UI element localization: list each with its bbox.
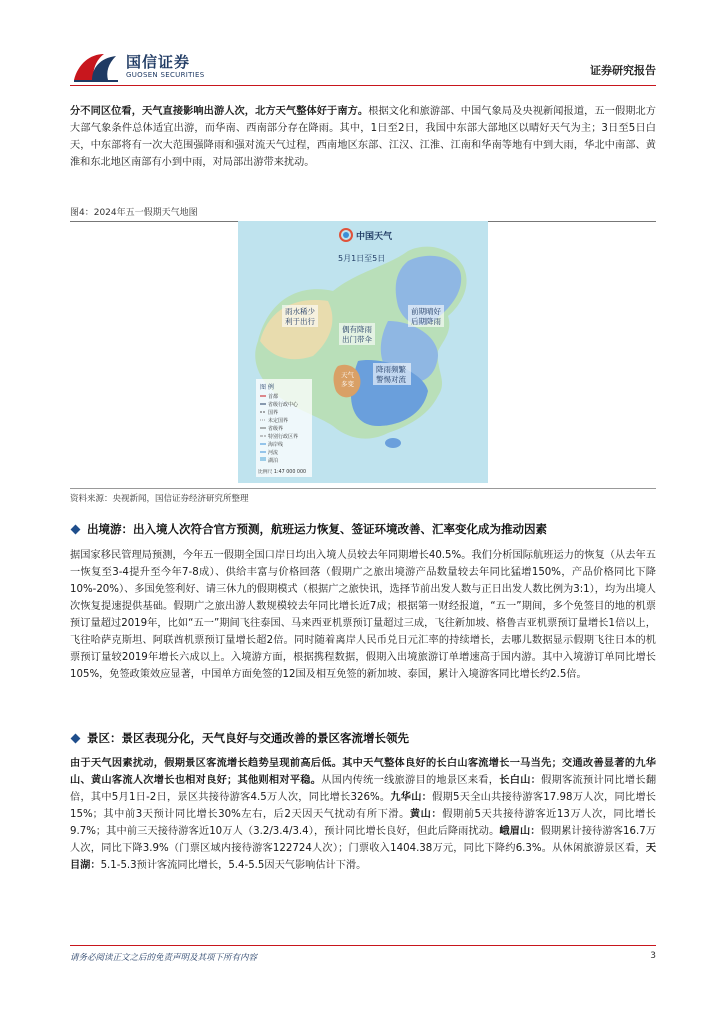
map-date: 5月1日至5日 bbox=[338, 254, 386, 263]
guosen-logo-icon bbox=[70, 50, 122, 84]
page-number: 3 bbox=[650, 951, 656, 961]
report-type: 证券研究报告 bbox=[590, 64, 656, 77]
map-scale: 比例尺 1:47 000 000 bbox=[258, 470, 307, 475]
section2-bold: 由于天气因素扰动，假期景区客流增长趋势呈现前高后低。其中天气整体良好的长白山客流增长一马当先；交通改善显著的九华山、黄山客流人次增长也相对良好；其他则相对平稳。 bbox=[70, 758, 656, 786]
weather-map bbox=[238, 221, 488, 483]
label-south-1: 降雨频繁 bbox=[376, 365, 406, 374]
label-northeast-1: 前期晴好 bbox=[411, 307, 441, 316]
legend-item: 首都 bbox=[268, 394, 279, 400]
intro-bold: 分不同区位看，天气直接影响出游人次，北方天气整体好于南方。 bbox=[70, 106, 369, 117]
section2-paragraph bbox=[70, 755, 656, 874]
label-south-2: 警惕对流 bbox=[376, 375, 406, 384]
legend-item: 河流 bbox=[268, 450, 279, 456]
label-tibet-1: 天气 bbox=[341, 371, 354, 379]
section2-text: 5.1-5.3预计客流同比增长，5.4-5.5因天气影响估计下滑。 bbox=[100, 860, 367, 871]
figure-title: 图4：2024年五一假期天气地图 bbox=[70, 205, 656, 222]
label-center-1: 偶有降雨 bbox=[342, 325, 372, 334]
map-brand: 中国天气 bbox=[356, 232, 393, 242]
map-hainan bbox=[385, 438, 401, 448]
intro-paragraph bbox=[70, 103, 656, 171]
logo-subtext: GUOSEN SECURITIES bbox=[126, 71, 205, 79]
keyword-changbaishan: 长白山： bbox=[499, 775, 542, 786]
section1-title: 出境游：出入境人次符合官方预测，航班运力恢复、签证环境改善、汇率变化成为推动因素 bbox=[87, 522, 547, 536]
legend-item: 省级行政中心 bbox=[268, 402, 299, 408]
legend-item: 海岸线 bbox=[268, 442, 284, 448]
label-northeast-2: 后期降雨 bbox=[411, 317, 441, 326]
intro-text: 根据文化和旅游部、中国气象局及央视新闻报道，五一假期北方大部气象条件总体适宜出游，而华南、西南部分存在降雨。其中，1日至2日，我国中东部大部地区以晴好天气为主；3日至5日白天，中东部将有一次大范围强降雨和强对流天气过程，西南地区东部、江汉、江淮、江南和华南等地有中到大雨，华北中南部、黄淮和东北地区南部有小到中雨，对局部出游带来扰动。 bbox=[70, 106, 656, 168]
disclaimer-note: 请务必阅读正文之后的免责声明及其项下所有内容 bbox=[70, 953, 258, 963]
logo-text: 国信证券 bbox=[126, 53, 191, 71]
section2-text: 假期客流预计同比增长翻倍，其中5月1日-2日，景区共接待游客4.5万人次，同比增长326%。 bbox=[70, 775, 657, 803]
label-northwest-1: 雨水稀少 bbox=[285, 307, 315, 316]
section2-text: 假期5天全山共接待游客17.98万人次，同比增长15%；其中前3天预计同比增长30%左右，后2天因天气扰动有所下滑。 bbox=[70, 792, 656, 820]
section1-paragraph: 据国家移民管理局预测，今年五一假期全国口岸日均出入境人员较去年同期增长40.5%。我们分析国际航班运力的恢复（从去年五一恢复至3-4提升至今年7-8成）、供给丰富与价格回落（假期广之旅出境游产品数量较去年同比猛增150%，产品价格同比下降10%-20%）、多国免签利好、请三休九的假期模式（根据广之旅快讯，选择节前出发人数与正日出发人数比例为3:1），均为出境人次恢复提速提供基础。假期广之旅出游人数规模较去年同比增长近7成；根据第一财经报道，“五一”期间，多个免签目的地的机票预订量超过2019年，比如“五一”期间飞往泰国、马来西亚机票预订量超过三成，飞往新加坡、格鲁吉亚机票预订量增长1倍以上，飞往哈萨克斯坦、阿联酋机票预订量增长超2倍。同时随着离岸人民币兑日元汇率的持续增长，去哪儿数据显示假期飞往日本的机票预订量较2019年增长六成以上。入境游方面，根据携程数据，假期入出境旅游订单增速高于国内游。其中入境游订单同比增长105%，免签政策效应显著，中国单方面免签的12国及相互免签的新加坡、泰国，累计入境游客同比增长约2.5倍。 bbox=[70, 550, 656, 680]
keyword-jiuhuashan: 九华山： bbox=[390, 792, 433, 803]
legend-item: 未定国界 bbox=[268, 418, 289, 424]
footer-divider bbox=[70, 945, 656, 946]
section2-text: 从国内传统一线旅游目的地景区来看， bbox=[321, 775, 500, 786]
section2-text: 假期前5天共接待游客近13万人次，同比增长9.7%；其中前三天接待游客近10万人（3.2/3.4/3.4），预计同比增长良好，但此后降雨扰动。 bbox=[70, 809, 656, 837]
section1-heading bbox=[70, 521, 656, 537]
legend-title: 图 例 bbox=[260, 384, 274, 391]
page-header bbox=[70, 50, 656, 84]
legend-item: 特别行政区界 bbox=[268, 434, 299, 440]
keyword-huangshan: 黄山： bbox=[409, 809, 443, 820]
label-center-2: 出门带伞 bbox=[342, 335, 372, 344]
bullet-diamond-icon bbox=[71, 524, 81, 534]
legend-item: 省级界 bbox=[268, 426, 284, 432]
section2-heading bbox=[70, 730, 656, 746]
legend-item: 湖泊 bbox=[268, 458, 279, 464]
label-northwest-2: 利于出行 bbox=[285, 317, 315, 326]
legend-item: 国界 bbox=[268, 410, 279, 416]
keyword-emeishan: 峨眉山： bbox=[499, 826, 541, 837]
label-tibet-2: 多变 bbox=[341, 380, 354, 388]
bullet-diamond-icon bbox=[71, 733, 81, 743]
keyword-tianmuhu: 天目湖： bbox=[70, 843, 656, 871]
header-divider bbox=[70, 85, 656, 86]
section2-title: 景区：景区表现分化，天气良好与交通改善的景区客流增长领先 bbox=[87, 731, 409, 745]
section2-text: 假期累计接待游客16.7万人次，同比下降3.9%（门票区域内接待游客122724人次）；门票收入1404.38万元，同比下降约6.3%。从休闲旅游景区看， bbox=[70, 826, 657, 854]
weather-map-svg bbox=[238, 221, 488, 483]
figure-source: 资料来源：央视新闻，国信证券经济研究所整理 bbox=[70, 488, 656, 504]
